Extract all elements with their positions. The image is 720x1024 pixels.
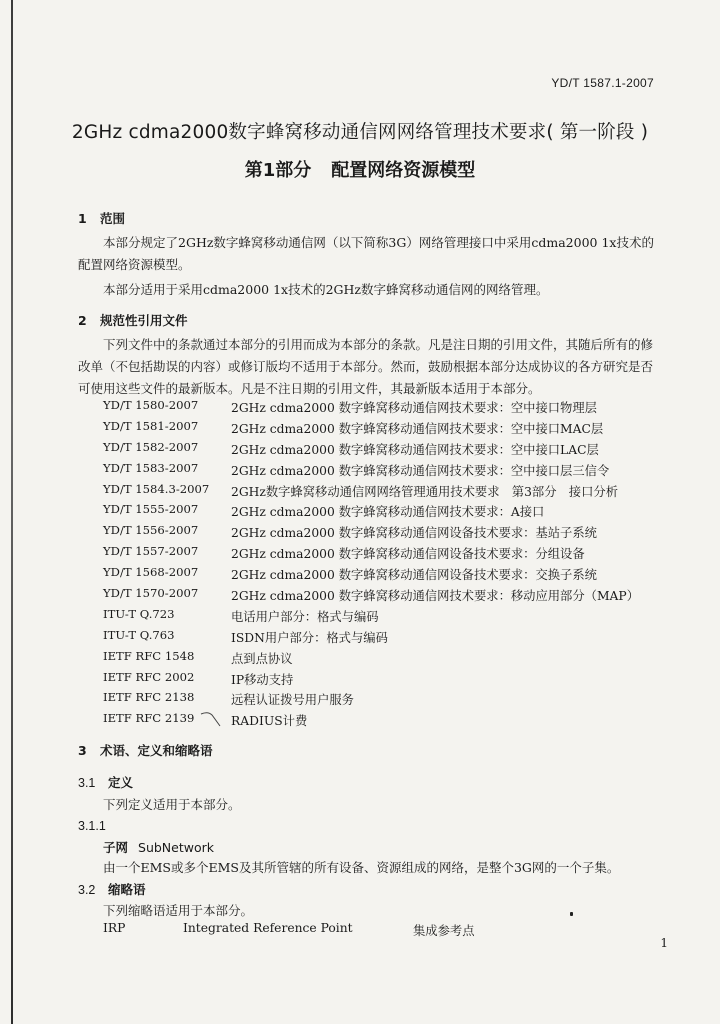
reference-title: 2GHz cdma2000 数字蜂窝移动通信网技术要求：A接口 <box>231 505 545 520</box>
reference-code: YD/T 1557-2007 <box>103 544 199 559</box>
section-3-heading <box>78 741 213 759</box>
page-number: 1 <box>660 936 668 950</box>
section-number: 1 <box>78 211 87 226</box>
reference-code: YD/T 1583-2007 <box>103 460 199 475</box>
subsection-number: 3.1.1 <box>78 819 106 833</box>
reference-title: 2GHz cdma2000 数字蜂窝移动通信网设备技术要求：分组设备 <box>231 547 585 562</box>
abbreviation-chinese: 集成参考点 <box>413 924 475 938</box>
reference-code: ITU-T Q.763 <box>103 627 175 642</box>
reference-item <box>103 586 639 607</box>
scan-speck <box>570 912 573 916</box>
reference-code: YD/T 1555-2007 <box>103 502 199 517</box>
reference-code: IETF RFC 1548 <box>103 648 195 663</box>
abbreviation: IRP <box>103 921 126 935</box>
reference-title: 远程认证拨号用户服务 <box>231 693 354 708</box>
reference-title: 2GHz cdma2000 数字蜂窝移动通信网技术要求：空中接口LAC层 <box>231 442 599 457</box>
term-chinese: 子网 <box>103 840 129 855</box>
section-title: 术语、定义和缩略语 <box>100 743 213 758</box>
document-title: 2GHz cdma2000数字蜂窝移动通信网网络管理技术要求( 第一阶段 ) <box>71 122 649 143</box>
section-title: 规范性引用文件 <box>100 313 188 328</box>
section-number: 2 <box>78 313 87 328</box>
reference-title: 点到点协议 <box>231 651 293 666</box>
subsection-number: 3.2 <box>78 883 96 897</box>
reference-item <box>103 440 639 461</box>
reference-code: YD/T 1582-2007 <box>103 439 199 454</box>
subsection-title: 缩略语 <box>108 882 146 897</box>
reference-item <box>103 502 639 523</box>
section-1-paragraph-1: 本部分规定了2GHz数字蜂窝移动通信网（以下简称3G）网络管理接口中采用cdma2000 1x技术的配置网络资源模型。 <box>78 235 654 272</box>
term-english: SubNetwork <box>138 840 214 855</box>
subsection-3-1-text: 下列定义适用于本部分。 <box>103 797 241 812</box>
reference-code: ITU-T Q.723 <box>103 606 175 621</box>
reference-title: 2GHz cdma2000 数字蜂窝移动通信网技术要求：移动应用部分（MAP） <box>231 589 639 604</box>
subsection-title: 定义 <box>108 775 134 790</box>
reference-item <box>103 690 639 711</box>
reference-item <box>103 461 639 482</box>
reference-title: ISDN用户部分：格式与编码 <box>231 630 388 645</box>
section-title: 范围 <box>100 211 126 226</box>
reference-code: IETF RFC 2002 <box>103 669 195 684</box>
reference-title: IP移动支持 <box>231 672 294 687</box>
subsection-3-2-heading <box>78 880 146 898</box>
reference-item <box>103 544 639 565</box>
subsection-3-2-text: 下列缩略语适用于本部分。 <box>103 903 254 918</box>
reference-code: IETF RFC 2138 <box>103 690 195 705</box>
reference-title: 电话用户部分：格式与编码 <box>231 609 379 624</box>
reference-item <box>103 398 639 419</box>
reference-code: YD/T 1556-2007 <box>103 523 199 538</box>
reference-item <box>103 607 639 628</box>
reference-title: RADIUS计费 <box>231 714 308 729</box>
reference-title: 2GHz cdma2000 数字蜂窝移动通信网设备技术要求：基站子系统 <box>231 526 597 541</box>
section-2-paragraph: 下列文件中的条款通过本部分的引用而成为本部分的条款。凡是注日期的引用文件，其随后所有的修改单（不包括勘误的内容）或修订版均不适用于本部分。然而，鼓励根据本部分达成协议的各方研究是否可使用这些文件的最新版本。凡是不注日期的引用文件，其最新版本适用于本部分。 <box>78 337 654 396</box>
pen-stroke-mark <box>200 708 224 728</box>
reference-item <box>103 628 639 649</box>
reference-title: 2GHz cdma2000 数字蜂窝移动通信网设备技术要求：交换子系统 <box>231 568 597 583</box>
section-number: 3 <box>78 743 87 758</box>
subsection-3-1-heading <box>78 773 133 791</box>
term-definition: 由一个EMS或多个EMS及其所管辖的所有设备、资源组成的网络，是整个3G网的一个子集。 <box>103 860 620 875</box>
reference-title: 2GHz cdma2000 数字蜂窝移动通信网技术要求：空中接口物理层 <box>231 401 597 415</box>
reference-item <box>103 523 639 544</box>
reference-code: IETF RFC 2139 <box>103 711 195 726</box>
section-2-heading <box>78 311 188 329</box>
reference-list <box>103 398 639 732</box>
reference-code: YD/T 1580-2007 <box>103 398 199 412</box>
section-1-heading <box>78 209 125 227</box>
reference-item <box>103 670 639 691</box>
reference-title: 2GHz cdma2000 数字蜂窝移动通信网技术要求：空中接口层三信令 <box>231 463 610 478</box>
abbreviation-row <box>103 921 475 939</box>
reference-title: 2GHz数字蜂窝移动通信网网络管理通用技术要求 第3部分 接口分析 <box>231 484 618 499</box>
section-1-paragraph-2: 本部分适用于采用cdma2000 1x技术的2GHz数字蜂窝移动通信网的网络管理。 <box>103 282 549 297</box>
reference-item <box>103 565 639 586</box>
reference-code: YD/T 1584.3-2007 <box>103 481 210 496</box>
subtitle-name: 配置网络资源模型 <box>331 160 476 181</box>
reference-item <box>103 649 639 670</box>
document-number: YD/T 1587.1-2007 <box>551 76 654 90</box>
scan-edge-line <box>11 0 13 1024</box>
reference-item <box>103 482 639 503</box>
reference-code: YD/T 1570-2007 <box>103 586 199 601</box>
reference-title: 2GHz cdma2000 数字蜂窝移动通信网技术要求：空中接口MAC层 <box>231 421 604 436</box>
subtitle-part: 第1部分 <box>244 160 312 181</box>
reference-code: YD/T 1581-2007 <box>103 418 199 433</box>
document-subtitle <box>0 156 720 182</box>
reference-item <box>103 711 639 732</box>
subsection-number: 3.1 <box>78 776 96 790</box>
subsection-3-1-1-heading <box>78 818 108 833</box>
term-entry <box>103 838 214 856</box>
abbreviation-english: Integrated Reference Point <box>183 921 353 935</box>
reference-item <box>103 419 639 440</box>
reference-code: YD/T 1568-2007 <box>103 565 199 580</box>
